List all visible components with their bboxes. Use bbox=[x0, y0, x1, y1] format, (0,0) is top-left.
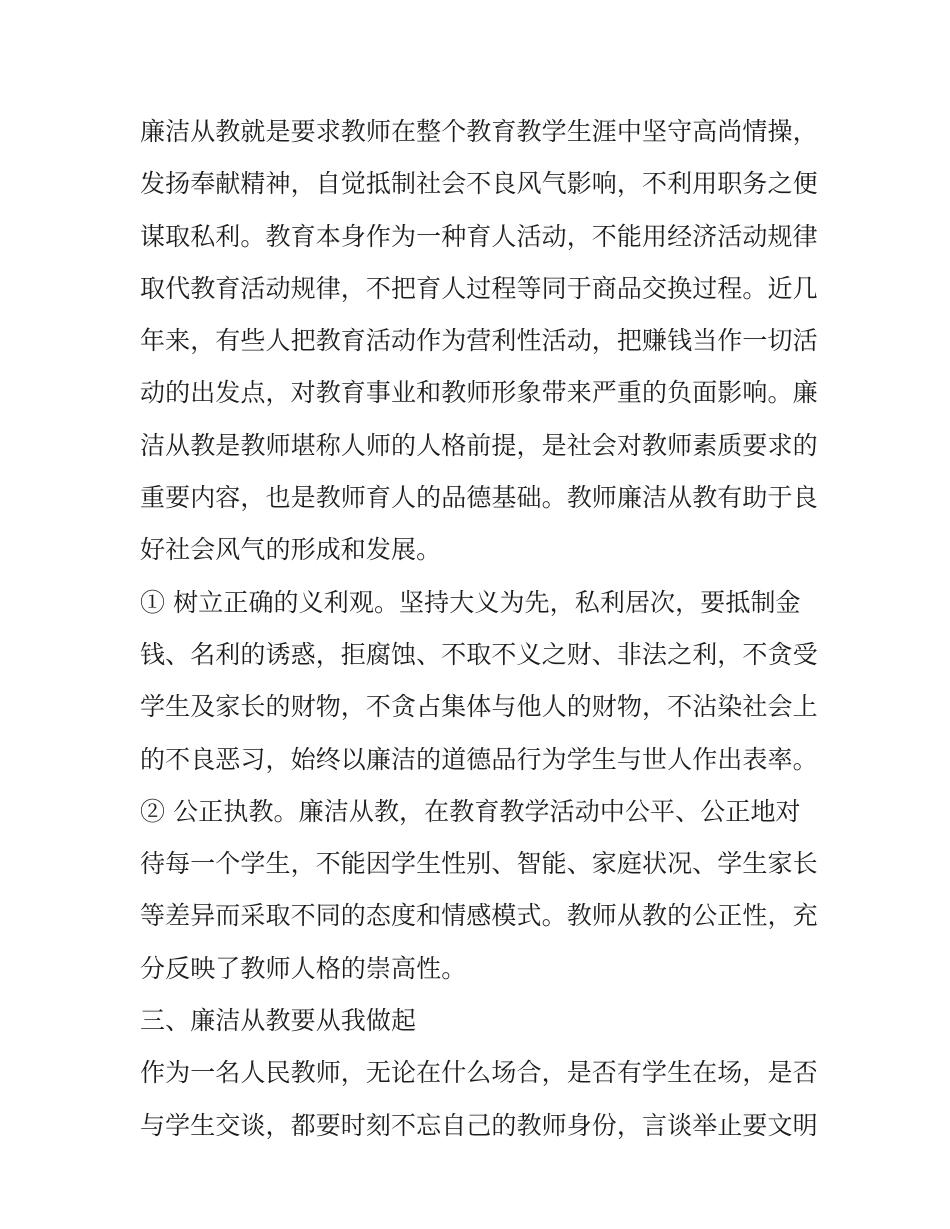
text-line: 洁从教是教师堪称人师的人格前提，是社会对教师素质要求的 bbox=[140, 430, 818, 460]
list-item-2: ② 公正执教。廉洁从教，在教育教学活动中公平、公正地对 bbox=[140, 796, 801, 826]
text-line: 分反映了教师人格的崇高性。 bbox=[140, 953, 467, 983]
text-line: 学生及家长的财物，不贪占集体与他人的财物，不沾染社会上 bbox=[140, 692, 818, 722]
text-line: 好社会风气的形成和发展。 bbox=[140, 535, 442, 565]
text-line: 发扬奉献精神，自觉抵制社会不良风气影响，不利用职务之便 bbox=[140, 169, 818, 199]
text-line: 动的出发点，对教育事业和教师形象带来严重的负面影响。廉 bbox=[140, 378, 818, 408]
text-line: 重要内容，也是教师育人的品德基础。教师廉洁从教有助于良 bbox=[140, 483, 818, 513]
text-line: 待每一个学生，不能因学生性别、智能、家庭状况、学生家长 bbox=[140, 849, 818, 879]
text-line: 的不良恶习，始终以廉洁的道德品行为学生与世人作出表率。 bbox=[140, 744, 818, 774]
text-line: 与学生交谈，都要时刻不忘自己的教师身份，言谈举止要文明 bbox=[140, 1110, 818, 1140]
text-line: 廉洁从教就是要求教师在整个教育教学生涯中坚守高尚情操， bbox=[140, 117, 818, 146]
text-line: 等差异而采取不同的态度和情感模式。教师从教的公正性，充 bbox=[140, 901, 818, 931]
text-line: 钱、名利的诱惑，拒腐蚀、不取不义之财、非法之利，不贪受 bbox=[140, 639, 818, 669]
section-heading: 三、廉洁从教要从我做起 bbox=[140, 1006, 417, 1036]
text-line: 谋取私利。教育本身作为一种育人活动，不能用经济活动规律 bbox=[140, 221, 818, 251]
text-line: 取代教育活动规律，不把育人过程等同于商品交换过程。近几 bbox=[140, 273, 818, 303]
text-line: 年来，有些人把教育活动作为营利性活动，把赚钱当作一切活 bbox=[140, 326, 818, 356]
list-item-1: ① 树立正确的义利观。坚持大义为先，私利居次，要抵制金 bbox=[140, 587, 801, 617]
text-line: 作为一名人民教师，无论在什么场合，是否有学生在场，是否 bbox=[140, 1058, 818, 1088]
document-body bbox=[140, 106, 820, 1152]
